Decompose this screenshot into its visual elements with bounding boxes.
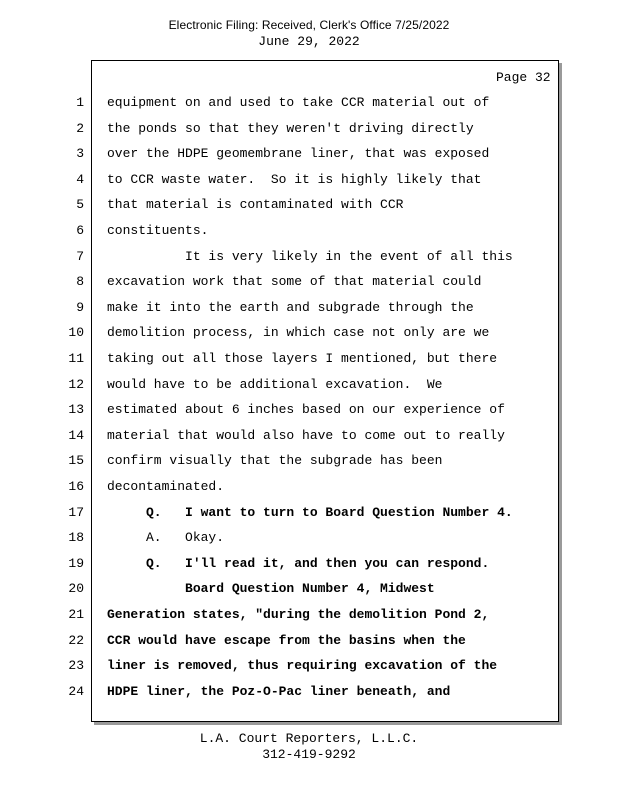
line-text: the ponds so that they weren't driving directly [107,120,474,136]
transcript-line [0,167,618,193]
transcript-line [0,397,618,423]
transcript-line [0,218,618,244]
transcript-line [0,346,618,372]
line-number: 21 [68,607,84,622]
line-number: 1 [76,95,84,110]
transcript-line [0,423,618,449]
transcript-line [0,372,618,398]
transcript-date: June 29, 2022 [258,34,360,49]
line-text: excavation work that some of that material could [107,274,482,290]
line-number: 6 [76,223,84,238]
line-number: 5 [76,197,84,213]
transcript-line [0,244,618,270]
line-text: Q. I want to turn to Board Question Number 4. [107,504,513,520]
line-text: that material is contaminated with CCR [107,197,404,213]
line-number: 10 [68,325,84,341]
line-number: 14 [68,427,84,443]
footer [0,731,618,763]
line-text: Board Question Number 4, Midwest [107,581,435,597]
line-number: 4 [76,171,84,187]
line-number: 11 [68,351,84,366]
line-text: HDPE liner, the Poz-O-Pac liner beneath, and [107,683,451,699]
reporter-phone: 312-419-9292 [262,747,356,762]
line-text: CCR would have escape from the basins when the [107,632,466,648]
transcript-line [0,474,618,500]
line-text: equipment on and used to take CCR material out of [107,95,490,110]
line-text: Q. I'll read it, and then you can respond. [107,555,490,571]
line-number: 2 [76,120,84,136]
line-number: 16 [68,479,84,494]
transcript-line [0,448,618,474]
transcript-line [0,576,618,602]
filing-stamp: Electronic Filing: Received, Clerk's Office 7/25/2022 [168,18,450,32]
line-text: Generation states, "during the demolition Pond 2, [107,607,490,622]
line-text: would have to be additional excavation. We [107,376,443,392]
line-text: material that would also have to come out to really [107,427,505,443]
line-number: 13 [68,402,84,418]
line-text: make it into the earth and subgrade through the [107,299,474,315]
page-number: Page 32 [496,70,551,85]
transcript-line [0,269,618,295]
transcript-line [0,320,618,346]
line-text: A. Okay. [107,530,225,546]
line-number: 22 [68,632,84,648]
transcript-line [0,653,618,679]
line-text: constituents. [107,223,209,238]
line-number: 8 [76,274,84,290]
transcript-line [0,679,618,705]
transcript-line [0,141,618,167]
transcript-line [0,551,618,577]
transcript-line [0,116,618,142]
transcript-line [0,90,618,116]
transcript-line [0,295,618,321]
line-text: estimated about 6 inches based on our experience of [107,402,505,418]
line-text: liner is removed, thus requiring excavation of the [107,658,498,674]
transcript-line [0,500,618,526]
line-number: 19 [68,555,84,571]
line-text: decontaminated. [107,479,225,494]
line-text: taking out all those layers I mentioned, but there [107,351,498,366]
line-number: 18 [68,530,84,546]
line-number: 24 [68,683,84,699]
line-text: It is very likely in the event of all this [107,248,513,264]
line-number: 3 [76,146,84,162]
transcript-line [0,628,618,654]
transcript-line [0,525,618,551]
line-number: 15 [68,453,84,469]
line-number: 12 [68,376,84,392]
line-text: demolition process, in which case not only are we [107,325,490,341]
reporter-company: L.A. Court Reporters, L.L.C. [199,731,419,746]
line-number: 17 [68,504,84,520]
line-number: 9 [76,299,84,315]
line-number: 23 [68,658,84,674]
line-text: to CCR waste water. So it is highly likely that [107,171,482,187]
transcript-line [0,602,618,628]
line-text: over the HDPE geomembrane liner, that was exposed [107,146,490,162]
line-number: 20 [68,581,84,597]
line-text: confirm visually that the subgrade has been [107,453,443,469]
line-number: 7 [76,248,84,264]
transcript-line [0,192,618,218]
